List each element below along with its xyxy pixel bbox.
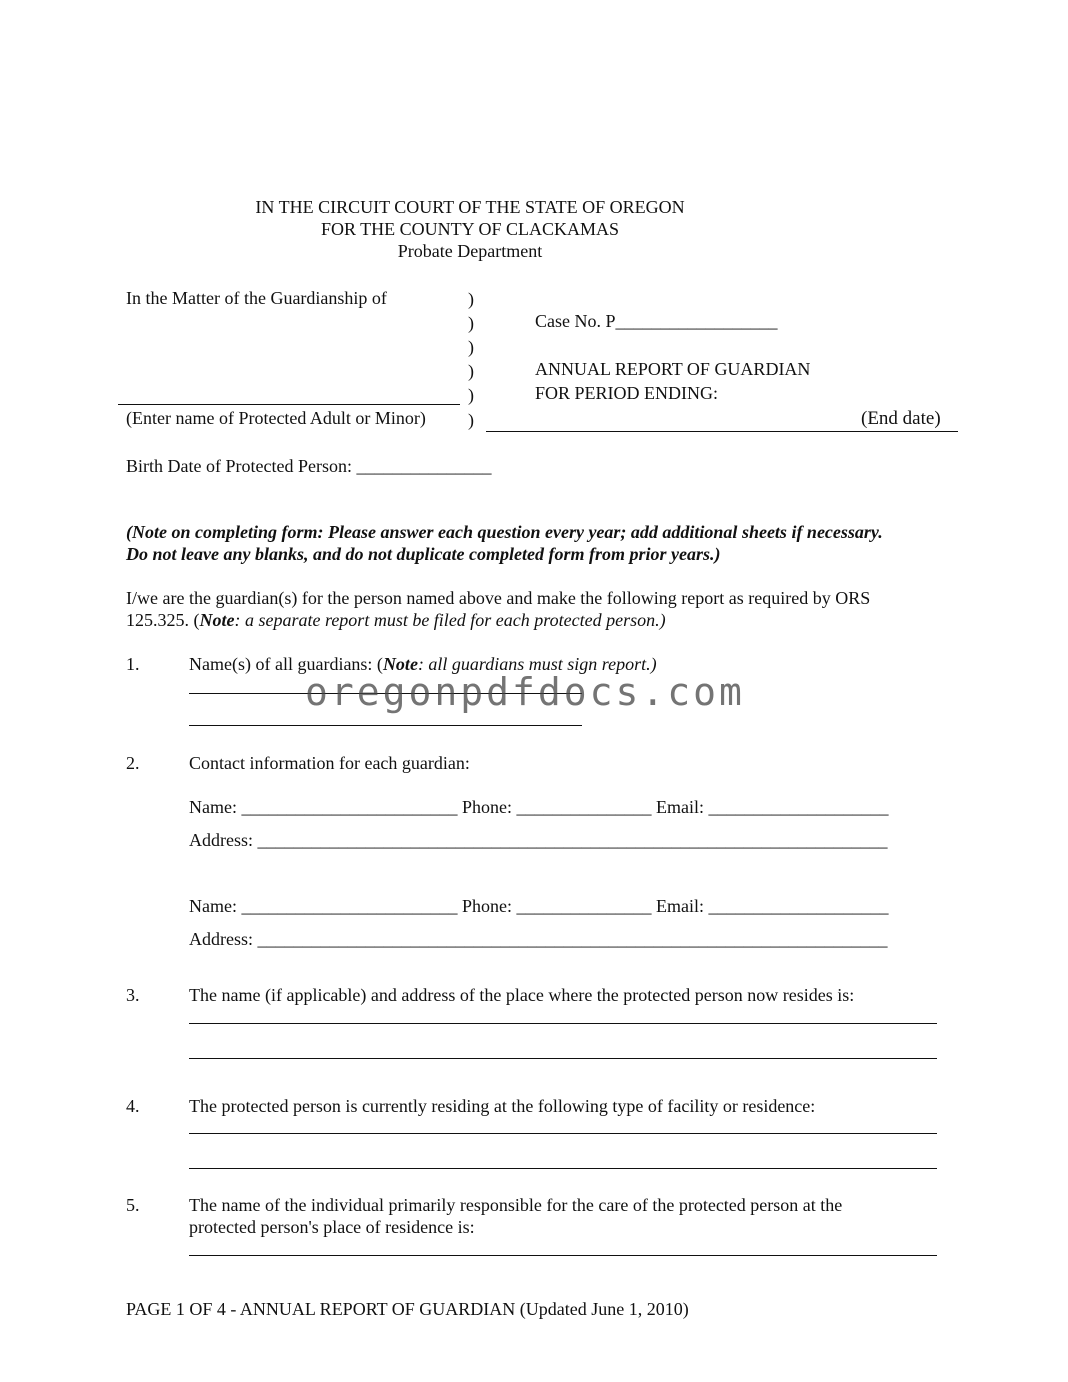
report-title-line1: ANNUAL REPORT OF GUARDIAN <box>535 359 811 379</box>
caption-paren: ) <box>468 313 474 333</box>
intro-line2 <box>126 609 666 631</box>
court-heading: IN THE CIRCUIT COURT OF THE STATE OF OREGON <box>255 197 685 217</box>
caption-paren: ) <box>468 410 474 430</box>
guardian-2-name-phone-email[interactable]: Name: ________________________ Phone: _______________ Email: ____________________ <box>189 896 889 916</box>
watermark: oregonpdfdocs.com <box>305 670 745 714</box>
page-footer: PAGE 1 OF 4 - ANNUAL REPORT OF GUARDIAN (Updated June 1, 2010) <box>126 1299 689 1319</box>
intro-note-text: : a separate report must be filed for each protected person.) <box>234 610 666 630</box>
end-date-line[interactable] <box>486 431 958 432</box>
item-5-question-line2: protected person's place of residence is: <box>189 1217 475 1237</box>
item-3-answer-line[interactable] <box>189 1023 937 1024</box>
item-5-answer-line[interactable] <box>189 1255 937 1256</box>
caption-paren: ) <box>468 385 474 405</box>
item-3-number: 3. <box>126 985 140 1005</box>
birth-date-field[interactable]: Birth Date of Protected Person: _______________ <box>126 456 492 476</box>
case-number-field[interactable]: Case No. P__________________ <box>535 311 778 331</box>
caption-paren: ) <box>468 289 474 309</box>
item-1-number: 1. <box>126 654 140 674</box>
item-3-question: The name (if applicable) and address of the place where the protected person now resides is: <box>189 985 855 1005</box>
intro-line2-text: 125.325. ( <box>126 610 200 630</box>
end-date-hint: (End date) <box>861 408 941 429</box>
item-5-question-line1: The name of the individual primarily responsible for the care of the protected person at the <box>189 1195 843 1215</box>
item-3-answer-line[interactable] <box>189 1058 937 1059</box>
item-1-note-label: Note <box>382 654 418 674</box>
item-4-answer-line[interactable] <box>189 1133 937 1134</box>
item-1-note-text: : all guardians must sign report.) <box>417 654 657 674</box>
intro-note-label: Note <box>199 610 235 630</box>
matter-label: In the Matter of the Guardianship of <box>126 288 387 308</box>
caption-paren: ) <box>468 337 474 357</box>
guardian-1-address[interactable]: Address: ______________________________________________________________________ <box>189 830 888 850</box>
protected-person-name-hint: (Enter name of Protected Adult or Minor) <box>126 408 426 428</box>
completion-note-line1: (Note on completing form: Please answer each question every year; add additional sheets if necessary. <box>126 522 883 542</box>
item-5-number: 5. <box>126 1195 140 1215</box>
item-4-answer-line[interactable] <box>189 1168 937 1169</box>
guardian-2-address[interactable]: Address: ______________________________________________________________________ <box>189 929 888 949</box>
item-1-text: Name(s) of all guardians: ( <box>189 654 383 674</box>
item-1-answer-line[interactable] <box>189 725 582 726</box>
report-title-line2: FOR PERIOD ENDING: <box>535 383 719 403</box>
protected-person-name-line[interactable] <box>118 404 460 405</box>
completion-note-line2: Do not leave any blanks, and do not duplicate completed form from prior years.) <box>126 544 721 564</box>
item-2-number: 2. <box>126 753 140 773</box>
intro-line1: I/we are the guardian(s) for the person named above and make the following report as required by ORS <box>126 588 871 608</box>
department-heading: Probate Department <box>397 241 543 261</box>
item-4-question: The protected person is currently residing at the following type of facility or residence: <box>189 1096 816 1116</box>
county-heading: FOR THE COUNTY OF CLACKAMAS <box>320 219 620 239</box>
item-2-question: Contact information for each guardian: <box>189 753 470 773</box>
caption-paren: ) <box>468 361 474 381</box>
guardian-1-name-phone-email[interactable]: Name: ________________________ Phone: _______________ Email: ____________________ <box>189 797 889 817</box>
item-4-number: 4. <box>126 1096 140 1116</box>
